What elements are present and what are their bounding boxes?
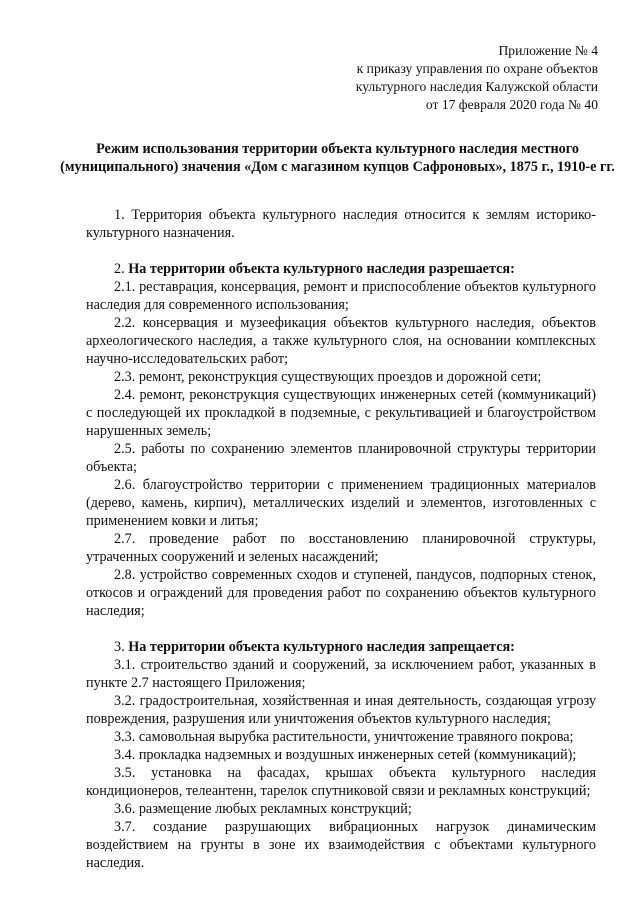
section-3-item: 3.7. создание разрушающих вибрационных нагрузок динамическим воздействием на грунты в зоне их взаимодействия с объектами культурного наследия. bbox=[86, 819, 596, 871]
section-2-item: 2.5. работы по сохранению элементов планировочной структуры территории объекта; bbox=[86, 441, 596, 475]
appendix-header bbox=[356, 42, 598, 114]
section-2-item: 2.2. консервация и музеефикация объектов культурного наследия, объектов археологического наследия, а также культурного слоя, на основании комплексных научно-исследовательских работ; bbox=[86, 315, 596, 367]
section-3-item: 3.6. размещение любых рекламных конструкций; bbox=[114, 801, 412, 817]
section-3-item: 3.3. самовольная вырубка растительности, уничтожение травяного покрова; bbox=[114, 729, 574, 745]
section-2-item: 2.3. ремонт, реконструкция существующих проездов и дорожной сети; bbox=[114, 369, 542, 385]
document-title: Режим использования территории объекта культурного наследия местного (муниципального) значения «Дом с магазином купцов Сафроновых», 1875 г., 1910-е гг. bbox=[60, 141, 615, 175]
appendix-line-1: Приложение № 4 bbox=[498, 43, 598, 58]
section-3-item: 3.2. градостроительная, хозяйственная и иная деятельность, создающая угрозу повреждения, разрушения или уничтожения объектов культурного наследия; bbox=[86, 693, 596, 727]
section-3-heading-text: На территории объекта культурного наследия запрещается: bbox=[128, 639, 515, 655]
section-2-heading bbox=[86, 260, 596, 278]
section-2-item: 2.1. реставрация, консервация, ремонт и приспособление объектов культурного наследия для современного использования; bbox=[86, 279, 596, 313]
section-2-item: 2.7. проведение работ по восстановлению планировочной структуры, утраченных сооружений и зеленых насаждений; bbox=[86, 531, 596, 565]
section-2-item: 2.6. благоустройство территории с применением традиционных материалов (дерево, камень, кирпич), металлических изделий и элементов, изготовленных с применением ковки и литья; bbox=[86, 477, 596, 529]
section-3-item: 3.5. установка на фасадах, крышах объекта культурного наследия кондиционеров, телеантенн, тарелок спутниковой связи и рекламных конструкций; bbox=[86, 765, 596, 799]
section-3-item: 3.1. строительство зданий и сооружений, за исключением работ, указанных в пункте 2.7 настоящего Приложения; bbox=[86, 657, 596, 691]
section-3-heading bbox=[86, 638, 596, 656]
appendix-line-4: от 17 февраля 2020 года № 40 bbox=[425, 97, 598, 112]
appendix-line-2: к приказу управления по охране объектов bbox=[356, 61, 598, 76]
section-2-number: 2. bbox=[114, 261, 125, 277]
section-2-heading-text: На территории объекта культурного наследия разрешается: bbox=[128, 261, 515, 277]
section-3-item: 3.4. прокладка надземных и воздушных инженерных сетей (коммуникаций); bbox=[114, 747, 577, 763]
section-2-item: 2.8. устройство современных сходов и ступеней, пандусов, подпорных стенок, откосов и ограждений для проведения работ по сохранению объектов культурного наследия; bbox=[86, 567, 596, 619]
document-body bbox=[86, 206, 596, 872]
section-1-paragraph: 1. Территория объекта культурного наследия относится к землям историко-культурного назначения. bbox=[86, 207, 596, 241]
appendix-line-3: культурного наследия Калужской области bbox=[355, 79, 598, 94]
section-3-number: 3. bbox=[114, 639, 125, 655]
section-2-item: 2.4. ремонт, реконструкция существующих инженерных сетей (коммуникаций) с последующей их прокладкой в подземные, с рекультивацией и благоустройством нарушенных земель; bbox=[86, 387, 596, 439]
